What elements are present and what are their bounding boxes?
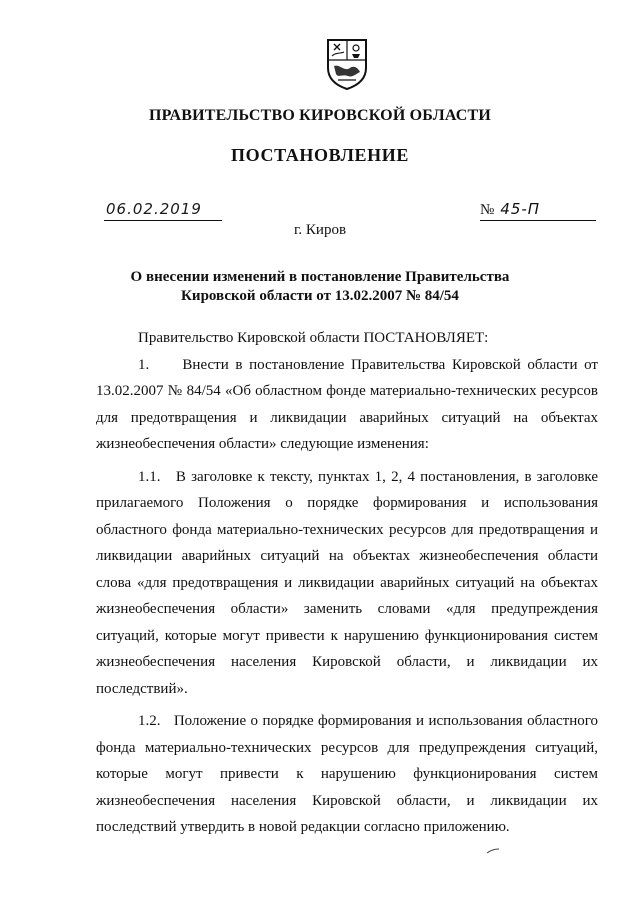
document-type-title: ПОСТАНОВЛЕНИЕ [231,145,409,165]
document-number [480,200,596,221]
pen-mark-icon [486,848,500,854]
paragraph-1-1: 1.1. В заголовке к тексту, пунктах 1, 2, 4 постановления, в заголовке прилагаемого Положения о порядке формирования и использования областного фонда материально-технических ресурсов для предотвращения и ликвидации аварийных ситуаций на объектах жизнеобеспечения области слова «для предотвращения и ликвидации аварийных ситуаций на объектах жизнеобеспечения области» заменить словами «для предупреждения ситуаций, которые могут привести к нарушению функционирования систем жизнеобеспечения населения Кировской области, и ликвидации их последствий». [96,468,598,697]
document-subject [0,268,640,306]
paragraph-1: 1. Внести в постановление Правительства Кировской области от 13.02.2007 № 84/54 «Об областном фонде материально-технических ресурсов для предотвращения и ликвидации аварийных ситуаций на объектах жизнеобеспечения области» следующие изменения: [96,356,598,452]
document-body [96,325,598,841]
government-title: ПРАВИТЕЛЬСТВО КИРОВСКОЙ ОБЛАСТИ [148,107,492,124]
number-prefix: № [480,202,495,218]
city-label: г. Киров [293,222,347,238]
document-date: 06.02.2019 [104,200,222,221]
number-value: 45-П [500,200,541,218]
subject-line-2: Кировской области от 13.02.2007 № 84/54 [181,288,459,304]
paragraph-1-2: 1.2. Положение о порядке формирования и использования областного фонда материально-технических ресурсов для предупреждения ситуаций, которые могут привести к нарушению функционирования систем жизнеобеспечения населения Кировской области, и ликвидации их последствий утвердить в новой редакции согласно приложению. [96,713,598,835]
coat-of-arms-icon [326,38,368,90]
subject-line-1: О внесении изменений в постановление Правительства [130,269,510,285]
intro-paragraph: Правительство Кировской области ПОСТАНОВЛЯЕТ: [138,330,489,346]
